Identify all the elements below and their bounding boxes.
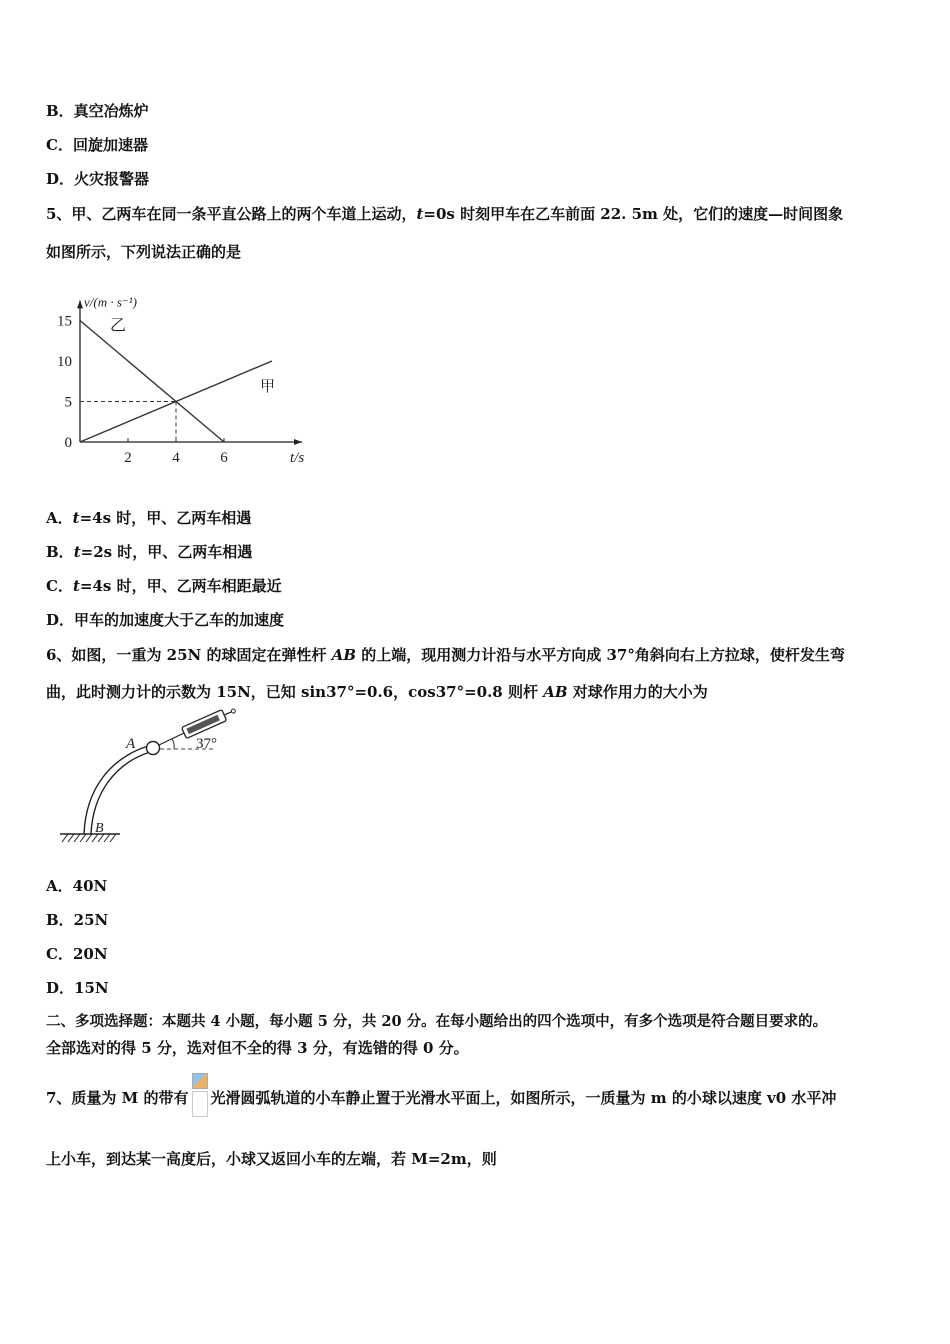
y-tick-label: 10 [57,354,72,370]
x-axis-arrow [294,439,302,445]
section2-heading-line1: 二、多项选择题：本题共 4 小题，每小题 5 分，共 20 分。在每小题给出的四个选项中，有多个选项是符合题目要求的。 [46,1013,828,1030]
ground-hatch [62,834,116,842]
q6-option-b: B．25N [46,911,109,929]
y-tick-label: 0 [64,435,72,451]
y-axis-label: v/(m · s⁻¹) [84,294,137,310]
pull-string [159,733,184,745]
q4-option-b: B．真空冶炼炉 [46,102,149,120]
elastic-rod-figure [56,708,246,848]
q5-stem-line1: 5、甲、乙两车在同一条平直公路上的两个车道上运动，t=0s 时刻甲车在乙车前面 22. 5m 处，它们的速度—时间图象 [46,205,844,223]
spring-scale [182,705,238,739]
angle-label: 37° [196,736,217,752]
label-a: A [126,736,136,752]
q5-option-a: A．t=4s 时，甲、乙两车相遇 [46,509,252,527]
q4-option-d: D．火灾报警器 [46,170,150,188]
velocity-time-chart [50,282,305,472]
section2-heading-line2: 全部选对的得 5 分，选对但不全的得 3 分，有选错的得 0 分。 [46,1039,469,1057]
q5-option-b: B．t=2s 时，甲、乙两车相遇 [46,543,253,561]
series-label-yi: 乙 [110,317,127,335]
q5-stem-line2: 如图所示，下列说法正确的是 [46,243,242,261]
label-b: B [95,821,104,836]
q7-stem-line1: 7、质量为 M 的带有 光滑圆弧轨道的小车静止置于光滑水平面上，如图所示，一质量为 m 的小球以速度 v0 水平冲 [46,1073,836,1117]
y-axis-arrow [77,300,83,308]
q7-stem-line2: 上小车，到达某一高度后，小球又返回小车的左端，若 M=2m，则 [46,1150,497,1168]
y-tick-label: 15 [57,313,72,330]
x-axis-label: t/s [290,450,305,466]
series-label-jia: 甲 [260,379,276,395]
x-tick-label: 2 [124,450,132,466]
x-tick-label: 4 [172,450,180,466]
series-line-1 [80,321,224,443]
chart-series [80,321,272,443]
elastic-rod [84,746,148,834]
chart-labels [57,294,304,466]
q5-option-c: C．t=4s 时，甲、乙两车相距最近 [46,577,282,595]
broken-image-icon [190,1073,210,1117]
q6-stem-line1: 6、如图，一重为 25N 的球固定在弹性杆 AB 的上端，现用测力计沿与水平方向成 37°角斜向右上方拉球，使杆发生弯 [46,646,845,664]
y-tick-label: 5 [64,394,72,411]
q6-option-c: C．20N [46,945,108,963]
q6-option-a: A．40N [46,877,108,895]
q5-option-d: D．甲车的加速度大于乙车的加速度 [46,611,285,629]
x-tick-label: 6 [220,450,228,466]
q4-option-c: C．回旋加速器 [46,136,148,154]
ball [147,742,160,755]
q6-option-d: D．15N [46,979,109,997]
angle-arc [172,739,174,749]
q6-stem-line2: 曲，此时测力计的示数为 15N，已知 sin37°=0.6，cos37°=0.8 则杆 AB 对球作用力的大小为 [46,683,708,701]
